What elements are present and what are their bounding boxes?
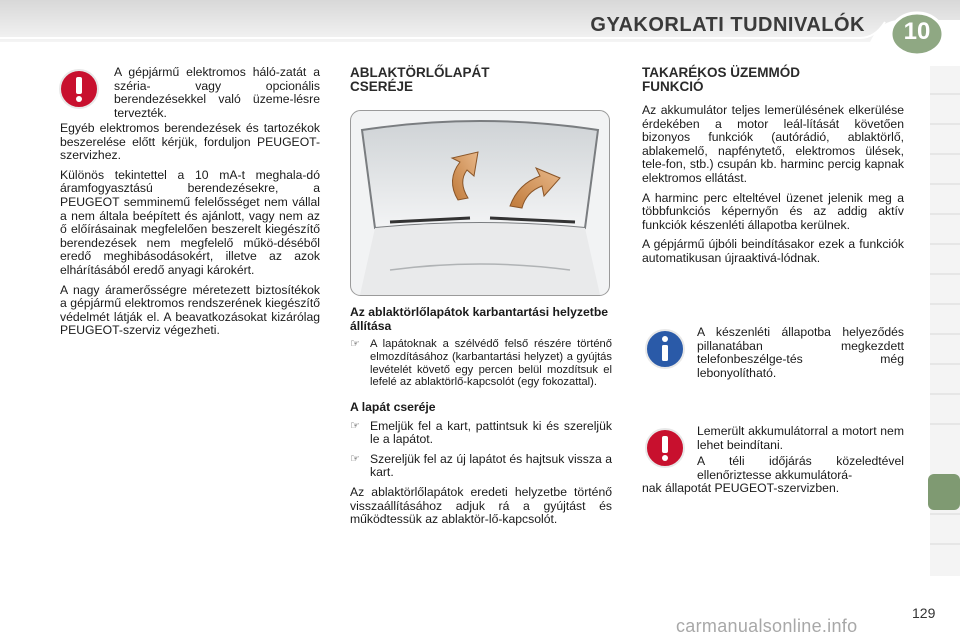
windshield-illustration xyxy=(350,110,610,296)
warning-winter-text: A téli időjárás közeledtével ellenőriztesse akkumulátorá- xyxy=(697,454,904,482)
paragraph: Az ablaktörlőlapátok eredeti helyzetbe történő visszaállításához adjuk rá a gyújtást és működtessük az ablaktör-lő-kapcsolót. xyxy=(350,485,612,527)
paragraph: Egyéb elektromos berendezések és tartozékok beszerelése előtt kérjük, forduljon PEUGEOT-szervizhez. xyxy=(60,121,320,163)
list-item-text: Emeljük fel a kart, pattintsuk ki és szereljük le a lapátot. xyxy=(370,418,612,447)
pointing-hand-icon: ☞ xyxy=(350,419,360,432)
page-number: 129 xyxy=(912,605,936,621)
info-phone-text: A készenléti állapotba helyeződés pillanatában megkezdett telefonbeszélge-tés még lebonyolítható. xyxy=(697,325,904,380)
chapter-number: 10 xyxy=(903,18,931,45)
section-heading-line1: ABLAKTÖRLŐLAPÁT xyxy=(350,65,490,80)
info-icon xyxy=(644,328,686,370)
list-item xyxy=(350,453,612,480)
left-column xyxy=(60,122,320,344)
chapter-title: GYAKORLATI TUDNIVALÓK xyxy=(590,14,865,36)
pointing-hand-icon: ☞ xyxy=(350,338,360,350)
paragraph: A gépjármű újbóli beindításakor ezek a funkciók automatikusan újraaktivá-lódnak. xyxy=(642,237,904,265)
warning-battery-text: Lemerült akkumulátorral a motort nem lehet beindítani. xyxy=(697,424,904,452)
list-item-text: Szereljük fel az új lapátot és hajtsuk vissza a kart. xyxy=(370,451,612,480)
paragraph: A harminc perc elteltével üzenet jelenik meg a többfunkciós képernyőn és az addig aktív funkciók készenléti állapotba kerülnek. xyxy=(642,190,904,232)
wiper-maintenance-section xyxy=(350,306,612,527)
section-heading-line2: CSERÉJE xyxy=(350,79,414,94)
exclamation-icon xyxy=(644,427,686,469)
subheading: A lapát cseréje xyxy=(350,400,436,415)
pointing-hand-icon: ☞ xyxy=(350,452,360,465)
chapter-side-tabs xyxy=(928,66,960,576)
list-item xyxy=(350,420,612,447)
paragraph: Az akkumulátor teljes lemerülésének elkerülése érdekében a motor leál-lítását követően bizonyos funkciók (autórádió, ablaktörlő, ablakemelő, napfénytető, elektromos ülések, tele-fon, stb.) csupán kb. harminc percig kapnak elektromos ellátást. xyxy=(642,103,904,185)
economy-mode-section xyxy=(642,66,904,272)
paragraph: Különös tekintettel a 10 mA-t meghala-dó áramfogyasztású berendezésekre, a PEUGEOT semminemű felelősséget nem vállal a nem általa beépített és ajánlott, vagy nem az ő előírásainak megfelelően beszerelt kiegészítő berendezések nem megfelelő műkö-déséből eredő meghibásodásokért, illetve az azok elhárításából eredő anyagi károkért. xyxy=(60,167,320,277)
subheading: Az ablaktörlőlapátok karbantartási helyzetbe állítása xyxy=(350,305,609,333)
paragraph: A nagy áramerősségre méretezett biztosítékok a gépjármű elektromos rendszerének kiegészítő védelmét látják el. A beavatkozásokat kizárólag PEUGEOT-szerviz végezheti. xyxy=(60,282,320,338)
wiper-heading xyxy=(350,66,610,94)
list-item xyxy=(350,338,612,389)
watermark: carmanualsonline.info xyxy=(676,616,858,636)
section-heading-line1: TAKARÉKOS ÜZEMMÓD xyxy=(642,65,800,80)
warning-winter-text-cont: nak állapotát PEUGEOT-szervizben. xyxy=(642,481,840,495)
exclamation-icon xyxy=(58,68,100,110)
section-heading-line2: FUNKCIÓ xyxy=(642,79,704,94)
list-item-text: A lapátoknak a szélvédő felső részére történő elmozdításához (karbantartási helyzet) a gyújtás levételét követő egy percen belül mozdítsuk el lefelé az ablaktörlő-kapcsolót (egy fokozattal). xyxy=(370,338,612,389)
warning-electrical-text: A gépjármű elektromos háló-zatát a széria- vagy opcionális berendezésekkel való üzeme-lésre tervezték. xyxy=(114,65,320,120)
